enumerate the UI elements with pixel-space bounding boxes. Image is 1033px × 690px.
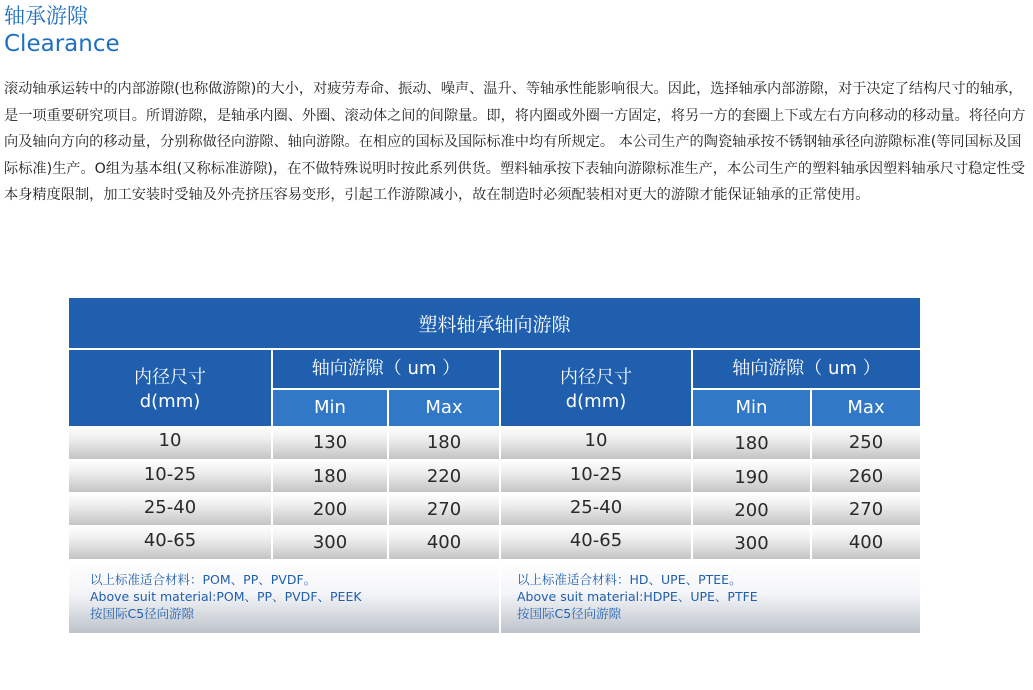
column-divider: [499, 350, 501, 633]
cell-d: 10-25: [143, 463, 197, 485]
row-divider: [693, 388, 920, 390]
cell-d: 40-65: [143, 530, 197, 551]
cell-max: 400: [426, 532, 462, 553]
cell-min: 190: [734, 466, 769, 488]
note-line: Above suit material:POM、PP、PVDF、PEEK: [90, 589, 362, 604]
cell-max: 400: [848, 532, 884, 553]
cell-max: 260: [848, 465, 884, 487]
cell-max: 270: [848, 498, 884, 520]
note-right: [501, 561, 920, 633]
cell-d: 25-40: [569, 496, 623, 518]
page-title-cn: 轴承游隙: [4, 4, 88, 28]
header-min-right: Min: [693, 390, 810, 426]
cell-max: 250: [848, 432, 884, 453]
cell-min: 300: [312, 532, 348, 553]
row-divider: [69, 348, 920, 350]
header-max-left: Max: [389, 390, 499, 426]
header-clearance-right: 轴向游隙（ um ）: [693, 350, 920, 388]
row-divider: [273, 388, 499, 390]
header-max-right: Max: [812, 390, 920, 426]
column-divider: [271, 350, 273, 559]
note-left: [69, 561, 499, 633]
cell-min: 180: [734, 433, 769, 454]
cell-min: 180: [312, 465, 348, 487]
column-divider: [387, 390, 389, 559]
cell-d: 10: [158, 430, 182, 451]
cell-d: 40-65: [569, 530, 623, 551]
column-divider: [691, 350, 693, 559]
header-inner-diameter-unit: d(mm): [565, 391, 627, 412]
note-line: 以上标准适合材料：HD、UPE、PTEE。: [517, 572, 742, 587]
cell-d: 10: [584, 430, 608, 451]
note-line: 按国际C5径向游隙: [90, 606, 195, 621]
header-inner-diameter-label: 内径尺寸: [134, 367, 206, 388]
cell-d: 10-25: [569, 463, 623, 485]
intro-paragraph: 滚动轴承运转中的内部游隙(也称做游隙)的大小，对疲劳寿命、振动、噪声、温升、等轴承性能影响很大。因此，选择轴承内部游隙，对于决定了结构尺寸的轴承，是一项重要研究项目。所谓游隙，是轴承内圈、外圈、滚动体之间的间隙量。即，将内圈或外圈一方固定，将另一方的套圈上下或左右方向移动的移动量。将径向方向及轴向方向的移动量，分别称做径向游隙、轴向游隙。在相应的国标及国际标准中均有所规定。 本公司生产的陶瓷轴承按不锈钢轴承径向游隙标准(等同国标及国际标准)生产。O组为基本组(又称标准游隙)，在不做特殊说明时按此系列供货。塑料轴承按下表轴向游隙标准生产，本公司生产的塑料轴承因塑料轴承尺寸稳定性受本身精度限制，加工安装时受轴及外壳挤压容易变形，引起工作游隙减小，故在制造时必须配装相对更大的游隙才能保证轴承的正常使用。: [4, 81, 1026, 203]
column-divider: [810, 390, 812, 559]
note-line: Above suit material:HDPE、UPE、PTFE: [517, 589, 758, 604]
cell-max: 220: [426, 465, 462, 487]
table-title: 塑料轴承轴向游隙: [69, 298, 920, 348]
header-inner-diameter-right: [501, 350, 691, 426]
cell-max: 270: [426, 498, 462, 520]
note-line: 以上标准适合材料：POM、PP、PVDF。: [90, 572, 317, 587]
cell-max: 180: [426, 432, 462, 453]
header-clearance-left: 轴向游隙（ um ）: [273, 350, 499, 388]
header-inner-diameter-unit: d(mm): [139, 391, 201, 412]
clearance-table: [69, 298, 920, 633]
row-divider: [69, 559, 920, 561]
page-title-en: Clearance: [4, 31, 120, 57]
cell-min: 200: [312, 498, 348, 520]
header-inner-diameter-left: [69, 350, 271, 426]
cell-min: 300: [734, 533, 769, 554]
header-inner-diameter-label: 内径尺寸: [560, 367, 632, 388]
note-line: 按国际C5径向游隙: [517, 606, 622, 621]
cell-d: 25-40: [143, 496, 197, 518]
cell-min: 130: [312, 432, 348, 453]
header-min-left: Min: [273, 390, 387, 426]
cell-min: 200: [734, 499, 769, 521]
